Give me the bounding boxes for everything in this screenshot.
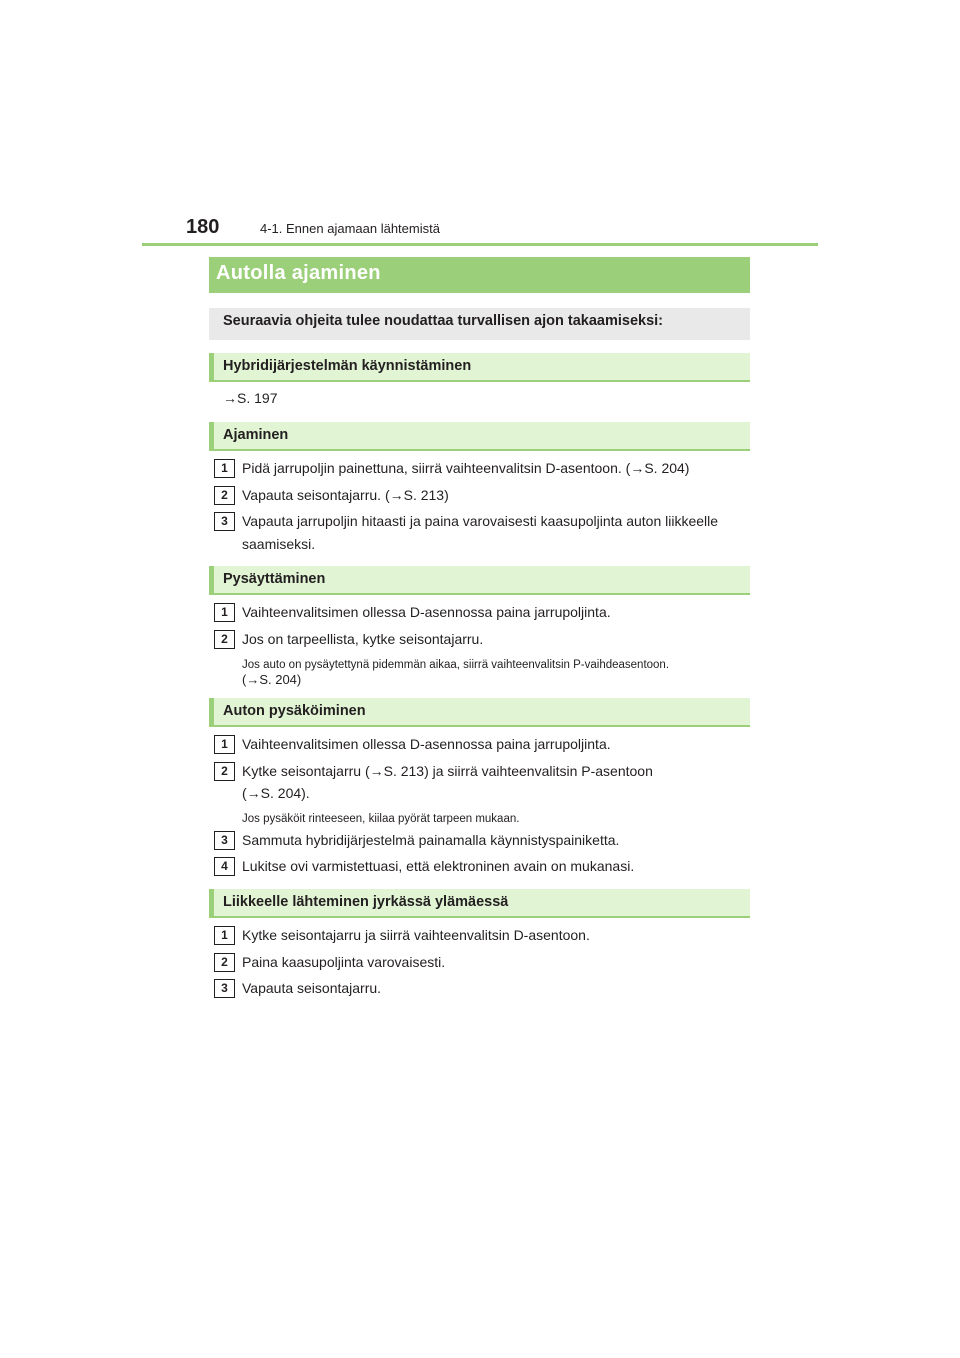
section-header-stopping [209, 566, 750, 595]
step-text: Jos on tarpeellista, kytke seisontajarru. [242, 631, 484, 647]
step-text: Vaihteenvalitsimen ollessa D-asennossa paina jarrupoljinta. [242, 604, 611, 620]
step-number-badge: 4 [214, 857, 235, 876]
section-header-start [209, 353, 750, 382]
step-text: Kytke seisontajarru (→S. 213) ja siirrä vaihteenvalitsin P-asentoon [242, 763, 653, 779]
intro-text: Seuraavia ohjeita tulee noudattaa turvallisen ajon takaamiseksi: [223, 313, 663, 329]
page-header [186, 216, 440, 239]
section-header-parking [209, 698, 750, 727]
note-text: Jos auto on pysäytettynä pidemmän aikaa, siirrä vaihteenvalitsin P-vaihdeasentoon. [242, 659, 670, 671]
step-text-continued: (→S. 204). [242, 785, 310, 801]
header-divider [142, 243, 818, 246]
step-number-badge: 1 [214, 459, 235, 478]
note-text-continued: (→S. 204) [242, 672, 302, 687]
step-number-badge: 2 [214, 762, 235, 781]
step-text: Vapauta seisontajarru. [242, 980, 382, 996]
note-text: Jos pysäköit rinteeseen, kiilaa pyörät tarpeen mukaan. [242, 813, 520, 825]
step-number-badge: 3 [214, 979, 235, 998]
step-number-badge: 2 [214, 486, 235, 505]
step-text: Paina kaasupoljinta varovaisesti. [242, 954, 446, 970]
step-number-badge: 3 [214, 831, 235, 850]
chapter-title: 4-1. Ennen ajamaan lähtemistä [260, 221, 440, 236]
step-number-badge: 2 [214, 953, 235, 972]
section-header-driving [209, 422, 750, 451]
step-text: Sammuta hybridijärjestelmä painamalla käynnistyspainiketta. [242, 832, 620, 848]
section-title: Ajaminen [223, 427, 289, 443]
page-number: 180 [186, 216, 220, 238]
step-text: Kytke seisontajarru ja siirrä vaihteenvalitsin D-asentoon. [242, 927, 590, 943]
step-number-badge: 1 [214, 735, 235, 754]
step-text: Pidä jarrupoljin painettuna, siirrä vaihteenvalitsin D-asentoon. (→S. 204) [242, 460, 690, 476]
section-title: Hybridijärjestelmän käynnistäminen [223, 358, 472, 374]
section-title: Pysäyttäminen [223, 571, 326, 587]
page-reference-link[interactable]: →S. 197 [223, 390, 278, 406]
section-title: Auton pysäköiminen [223, 703, 366, 719]
page-title: Autolla ajaminen [216, 262, 381, 284]
step-number-badge: 3 [214, 512, 235, 531]
step-text: Vaihteenvalitsimen ollessa D-asennossa paina jarrupoljinta. [242, 736, 611, 752]
step-number-badge: 2 [214, 630, 235, 649]
step-number-badge: 1 [214, 926, 235, 945]
step-text: Lukitse ovi varmistettuasi, että elektroninen avain on mukanasi. [242, 858, 635, 874]
step-text-continued: saamiseksi. [242, 536, 316, 552]
step-text: Vapauta jarrupoljin hitaasti ja paina varovaisesti kaasupoljinta auton liikkeelle [242, 513, 719, 529]
step-number-badge: 1 [214, 603, 235, 622]
section-header-uphill [209, 889, 750, 918]
step-text: Vapauta seisontajarru. (→S. 213) [242, 487, 449, 503]
section-title: Liikkeelle lähteminen jyrkässä ylämäessä [223, 894, 509, 910]
